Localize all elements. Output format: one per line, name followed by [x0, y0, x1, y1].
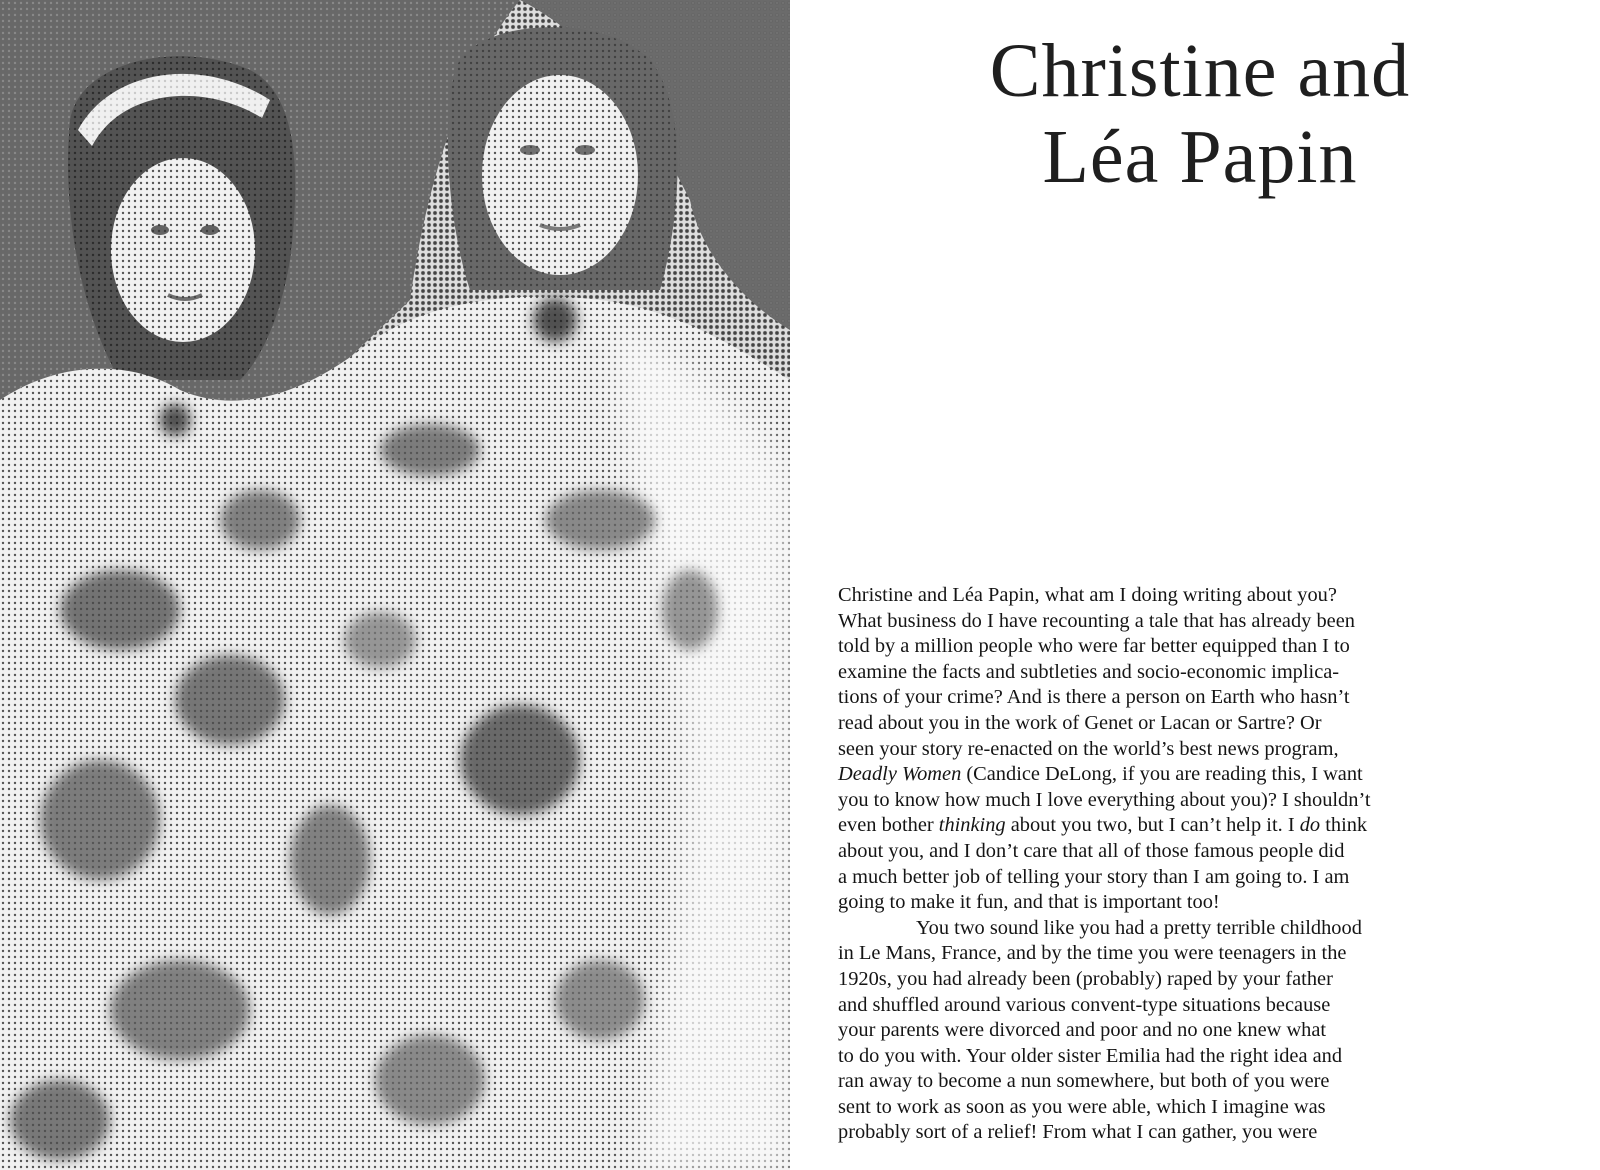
text-line: sent to work as soon as you were able, which I imagine was [838, 1095, 1326, 1118]
title-line-2: Léa Papin [1042, 115, 1358, 199]
text-line: a much better job of telling your story than I am going to. I am [838, 865, 1350, 888]
paragraph-1 [838, 583, 1518, 916]
text-line: your parents were divorced and poor and no one knew what [838, 1019, 1327, 1042]
text-page [790, 0, 1600, 1170]
text-line: told by a million people who were far better equipped than I to [838, 635, 1350, 658]
text-line: Christine and Léa Papin, what am I doing writing about you? [838, 584, 1337, 606]
text-line: and shuffled around various convent-type situations because [838, 993, 1331, 1016]
text-line: seen your story re-enacted on the world’s best news program, [838, 737, 1339, 760]
text-line: probably sort of a relief! From what I can gather, you were [838, 1121, 1318, 1144]
text-line: ran away to become a nun somewhere, but both of you were [838, 1070, 1330, 1093]
text-line: examine the facts and subtleties and socio-economic implica- [838, 660, 1340, 683]
text-line: What business do I have recounting a tale that has already been [838, 609, 1355, 632]
italic-word: thinking [938, 814, 1006, 837]
italic-title: Deadly Women [838, 763, 962, 786]
text-line: You two sound like you had a pretty terrible childhood [916, 916, 1362, 939]
paragraph-2 [838, 916, 1518, 1146]
photograph [0, 0, 790, 1170]
text-line: 1920s, you had already been (probably) raped by your father [838, 967, 1333, 990]
text-line: tions of your crime? And is there a person on Earth who hasn’t [838, 686, 1350, 709]
halftone-photograph [0, 0, 790, 1170]
title-line-1: Christine and [989, 29, 1411, 113]
text-line: in Le Mans, France, and by the time you were teenagers in the [838, 942, 1347, 965]
text-line: even bother thinking about you two, but I can’t help it. I do think [838, 814, 1368, 837]
text-line: about you, and I don’t care that all of those famous people did [838, 839, 1345, 862]
text-line: you to know how much I love everything about you)? I shouldn’t [838, 788, 1371, 811]
text-line: read about you in the work of Genet or Lacan or Sartre? Or [838, 711, 1322, 734]
italic-word: do [1299, 814, 1321, 837]
text-line: going to make it fun, and that is important too! [838, 891, 1220, 914]
chapter-title [880, 28, 1520, 200]
text-line: Deadly Women (Candice DeLong, if you are reading this, I want [838, 763, 1363, 786]
text-line: to do you with. Your older sister Emilia had the right idea and [838, 1044, 1343, 1067]
body-text [838, 583, 1518, 1146]
